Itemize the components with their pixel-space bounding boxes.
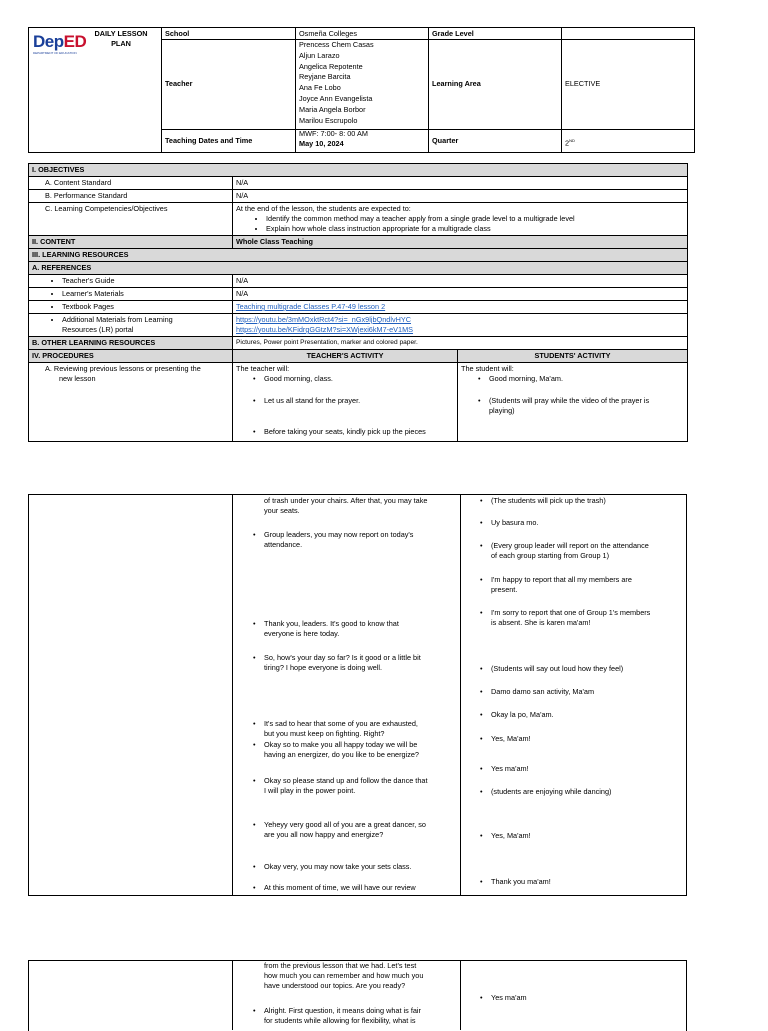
teacher-name: Angelica Repotente — [299, 61, 363, 71]
performance-standard-value: N/A — [233, 190, 688, 203]
student-activity-header: STUDENTS' ACTIVITY — [458, 350, 688, 363]
teacher-name: Ana Fe Lobo — [299, 83, 341, 93]
teacher-line: • Good morning, class. — [264, 374, 333, 384]
teacher-line: • Okay so to make you all happy today we will be having an energizer, do you like to be energize? — [264, 740, 419, 760]
references-heading: A. REFERENCES — [29, 262, 688, 275]
teacher-line: • Let us all stand for the prayer. — [264, 396, 360, 406]
teacher-line: • Alright. First question, it means doing what is fair for students while allowing for flexibility, what is — [264, 1006, 421, 1026]
procedures-heading: IV. PROCEDURES — [29, 350, 233, 363]
teacher-line: from the previous lesson that we had. Let's test how much you can remember and how much you have understood our topics. Are you ready? — [264, 961, 424, 990]
teacher-line: of trash under your chairs. After that, you may take your seats. — [264, 496, 428, 515]
teacher-label: Teacher — [165, 79, 193, 88]
teaching-dates-label: Teaching Dates and Time — [165, 136, 253, 145]
grade-level-label: Grade Level — [432, 29, 474, 38]
learners-materials-value: N/A — [233, 288, 688, 301]
school-label: School — [165, 29, 190, 38]
teachers-guide-label: • Teacher's Guide — [29, 275, 233, 288]
teacher-list — [299, 40, 374, 126]
student-line: • (The students will pick up the trash) — [491, 496, 606, 506]
content-value: Whole Class Teaching — [233, 236, 688, 249]
student-line: • I'm sorry to report that one of Group 1's members is absent. She is karen ma'am! — [491, 608, 650, 628]
teacher-line: • So, how's your day so far? Is it good or a little bit tiring? I hope everyone is doing well. — [264, 653, 421, 673]
learning-resources-heading: III. LEARNING RESOURCES — [29, 249, 688, 262]
objectives-heading: I. OBJECTIVES — [29, 164, 688, 177]
deped-logo-subtext: DEPARTMENT OF EDUCATION — [33, 51, 77, 55]
teacher-line: • Okay so please stand up and follow the dance that I will play in the power point. — [264, 776, 427, 796]
quarter-value: 2ND — [565, 138, 575, 148]
lesson-plan-table — [28, 163, 688, 442]
student-line: • I'm happy to report that all my members are present. — [491, 575, 632, 595]
other-resources-heading: B. OTHER LEARNING RESOURCES — [29, 337, 233, 350]
additional-materials-links — [233, 314, 688, 337]
teaching-date-value: May 10, 2024 — [299, 139, 344, 148]
student-line: • Yes ma'am — [491, 993, 527, 1003]
teacher-name: Prencess Chem Casas — [299, 40, 374, 49]
school-value: Osmeña Colleges — [299, 29, 357, 38]
student-line: • Uy basura mo. — [491, 518, 538, 528]
competencies-intro: At the end of the lesson, the students are expected to: — [236, 204, 411, 213]
learning-competencies-label: C. Learning Competencies/Objectives — [29, 203, 233, 236]
competency-item: • Identify the common method may a teacher apply from a single grade level to a multigrade level — [266, 214, 684, 224]
student-activity-cell: The student will: • Good morning, Ma'am. • (Students will pray while the video of the prayer is playing) — [458, 363, 688, 442]
teacher-name: Joyce Ann Evangelista — [299, 93, 373, 103]
procedure-a-label: A. Reviewing previous lessons or presenting the new lesson — [29, 363, 233, 442]
content-heading: II. CONTENT — [29, 236, 233, 249]
content-standard-label: A. Content Standard — [29, 177, 233, 190]
student-line: • Good morning, Ma'am. — [489, 374, 563, 384]
student-line: • Yes, Ma'am! — [491, 831, 531, 841]
teacher-activity-header: TEACHER'S ACTIVITY — [233, 350, 458, 363]
youtube-link-1[interactable]: https://youtu.be/3mMOxktRct4?si=_nGx9ljbQndlvHYC — [236, 315, 411, 324]
content-standard-value: N/A — [233, 177, 688, 190]
student-line: • (Students will pray while the video of the prayer is playing) — [489, 396, 649, 416]
learning-area-label: Learning Area — [432, 79, 481, 88]
student-line: • (Students will say out loud how they feel) — [491, 664, 623, 674]
learning-area-value: ELECTIVE — [565, 79, 601, 88]
teacher-activity-cell: The teacher will: • Good morning, class. • Let us all stand for the prayer. • Before taking your seats, kindly pick up the pieces — [233, 363, 458, 442]
textbook-pages-value: Teaching multigrade Classes P.47-49 lesson 2 — [233, 301, 688, 314]
learners-materials-label: • Learner's Materials — [29, 288, 233, 301]
additional-materials-label: • Additional Materials from Learning Resources (LR) portal — [29, 314, 233, 337]
textbook-pages-label: • Textbook Pages — [29, 301, 233, 314]
teachers-guide-value: N/A — [233, 275, 688, 288]
student-line: • Damo damo san activity, Ma'am — [491, 687, 594, 697]
deped-logo: DepED — [33, 32, 87, 51]
learning-competencies-value — [233, 203, 688, 236]
teacher-line: • At this moment of time, we will have our review — [264, 883, 416, 893]
other-resources-value: Pictures, Power point Presentation, marker and colored paper. — [233, 337, 688, 350]
teacher-name: Reyjane Barcita — [299, 72, 351, 82]
teacher-line: • Thank you, leaders. It's good to know that everyone is here today. — [264, 619, 399, 639]
teacher-line: • Yeheyy very good all of you are a great dancer, so are you all now happy and energize? — [264, 820, 426, 840]
document-title: DAILY LESSON PLAN — [94, 29, 148, 48]
teacher-line: • Before taking your seats, kindly pick up the pieces — [264, 427, 426, 437]
performance-standard-label: B. Performance Standard — [29, 190, 233, 203]
student-line: • Thank you ma'am! — [491, 877, 551, 887]
student-line: • (students are enjoying while dancing) — [491, 787, 611, 797]
student-line: • Yes, Ma'am! — [491, 734, 531, 744]
teacher-line: • Okay very, you may now take your sets class. — [264, 862, 411, 872]
teacher-name: Maria Angela Borbor — [299, 104, 366, 114]
teacher-line: • It's sad to hear that some of you are exhausted, but you must keep on fighting. Right? — [264, 719, 418, 739]
student-line: • (Every group leader will report on the attendance of each group starting from Group 1) — [491, 541, 649, 561]
teacher-line: • Group leaders, you may now report on today's attendance. — [264, 530, 413, 550]
youtube-link-2[interactable]: https://youtu.be/KFidrgGGtzM?si=XWjexi6kM7-eV1MS — [236, 325, 414, 334]
competency-item: • Explain how whole class instruction appropriate for a multigrade class — [266, 224, 684, 234]
teacher-name: Aljun Larazo — [299, 50, 340, 60]
competencies-list — [236, 214, 684, 234]
teaching-time-value: MWF: 7:00- 8: 00 AM — [299, 129, 368, 138]
student-line: • Okay la po, Ma'am. — [491, 710, 554, 720]
teacher-name: Marilou Escrupolo — [299, 115, 358, 125]
student-line: • Yes ma'am! — [491, 764, 529, 774]
quarter-label: Quarter — [432, 136, 459, 145]
